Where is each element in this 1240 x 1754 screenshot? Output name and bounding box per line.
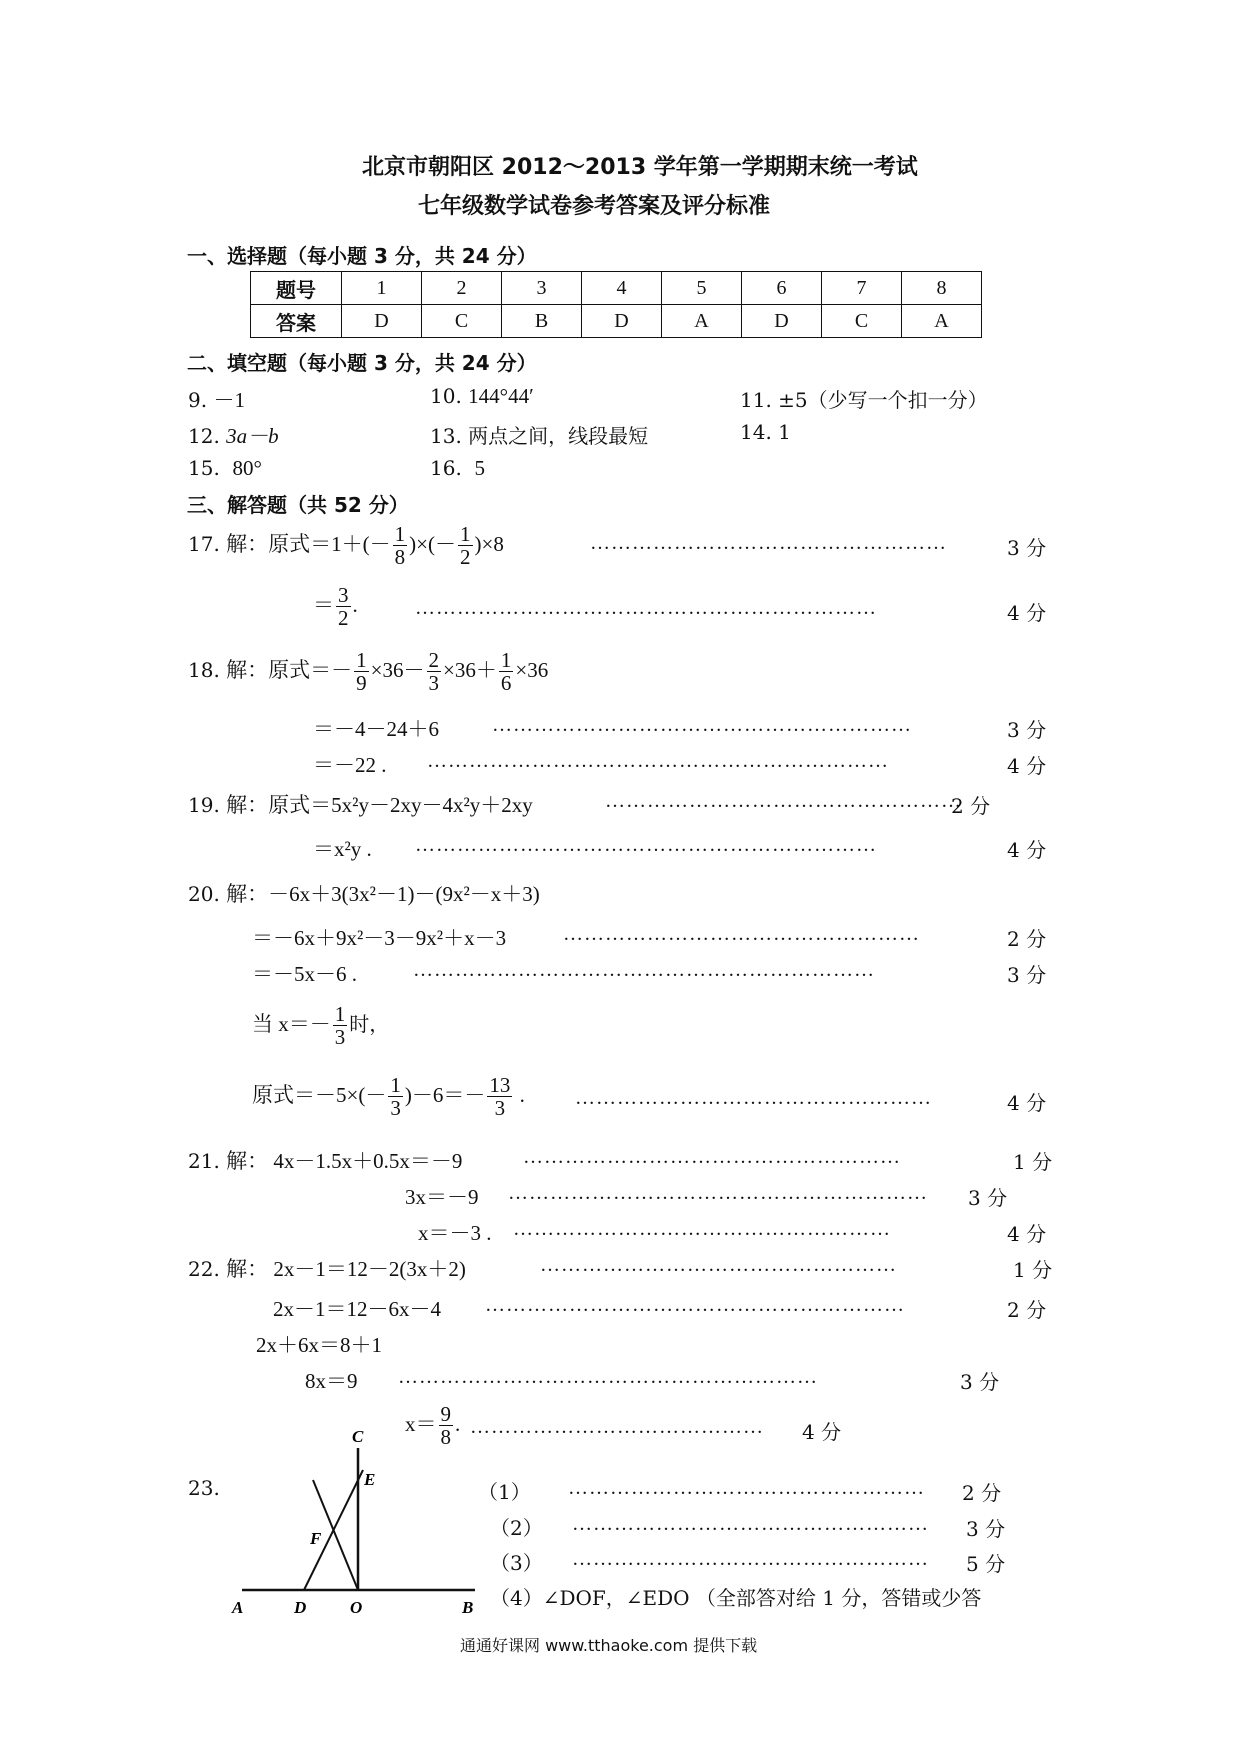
denominator: 2 — [460, 545, 471, 569]
score: 4 分 — [1007, 1091, 1047, 1115]
score: 4 分 — [1007, 601, 1047, 625]
fraction — [336, 584, 351, 629]
denominator: 3 — [428, 671, 440, 695]
dot-leader: ……………………………………………… — [513, 1218, 891, 1240]
denominator: 6 — [500, 671, 512, 695]
denominator: 3 — [494, 1096, 506, 1120]
dot-leader: ………………………………………………………… — [413, 959, 875, 981]
dot-leader: …………………………………………… — [605, 790, 962, 812]
table-cell: 5 — [662, 272, 742, 305]
item-label: （1） — [478, 1480, 531, 1504]
table-cell: 4 — [582, 272, 662, 305]
dot-leader: …………………………………………… — [590, 532, 947, 554]
q23-item — [478, 1476, 531, 1505]
q20-line3: ＝－5x－6 . — [252, 962, 357, 986]
dot-leader: …………………………………………… — [575, 1087, 932, 1109]
expr: 解：－6x＋3(3x²－1)－(9x²－x＋3) — [226, 882, 540, 906]
expr: 解：原式＝5x²y－2xy－4x²y＋2xy — [226, 793, 533, 817]
item-answer: ±5（少写一个扣一分） — [778, 388, 988, 412]
expr: x＝ — [405, 1412, 437, 1436]
dot-leader: …………………………………………………… — [508, 1182, 928, 1204]
expr: . — [455, 1412, 461, 1436]
fill-item — [740, 384, 988, 413]
numerator: 3 — [338, 582, 349, 607]
table-cell: A — [662, 305, 742, 338]
dot-leader: ………………………………………………………… — [427, 750, 889, 772]
label-a: A — [232, 1598, 244, 1615]
expr: 原式＝－5×(－ — [252, 1083, 387, 1107]
item-answer: 3a－b — [226, 424, 279, 448]
score: 3 分 — [1007, 963, 1047, 987]
expr: 解： 4x－1.5x＋0.5x＝－9 — [226, 1149, 463, 1173]
item-number: 11. — [740, 388, 772, 412]
expr: )－6＝－ — [404, 1083, 486, 1107]
score: 3 分 — [1007, 718, 1047, 742]
score: 1 分 — [1013, 1150, 1053, 1174]
expr: ＝ — [313, 593, 334, 617]
q20-line1 — [188, 878, 540, 908]
expr: . — [352, 593, 358, 617]
score: 2 分 — [951, 794, 991, 818]
numerator: 1 — [356, 647, 367, 672]
score: 3 分 — [968, 1186, 1008, 1210]
fraction — [393, 523, 408, 568]
dot-leader: …………………………………………… — [540, 1254, 897, 1276]
item-number: 10. — [430, 384, 462, 408]
q20-when — [252, 1002, 389, 1048]
expr: )×(－ — [409, 532, 457, 556]
fill-item — [188, 420, 279, 450]
numerator: 1 — [500, 647, 512, 672]
numerator: 1 — [390, 1072, 401, 1097]
item-answer: 5 — [474, 456, 486, 480]
dot-leader: …………………………………………… — [563, 923, 920, 945]
numerator: 9 — [440, 1401, 451, 1426]
footer-text: 通通好课网 www.tthaoke.com 提供下载 — [460, 1636, 758, 1655]
score: 3 分 — [960, 1370, 1000, 1394]
numerator: 13 — [489, 1072, 511, 1097]
expr: )×8 — [474, 532, 504, 556]
dot-leader: …………………………………………… — [572, 1548, 929, 1570]
item-answer: 1 — [778, 420, 791, 444]
table-cell: D — [342, 305, 422, 338]
question-number: 23. — [188, 1476, 220, 1500]
table-cell: 7 — [822, 272, 902, 305]
table-cell: C — [822, 305, 902, 338]
table-row — [251, 272, 982, 305]
denominator: 8 — [394, 545, 406, 569]
item-answer: 80° — [232, 456, 262, 480]
q18-line1 — [188, 648, 548, 694]
q22-line4: 8x＝9 — [305, 1369, 358, 1393]
fraction — [354, 649, 369, 694]
page-subtitle: 七年级数学试卷参考答案及评分标准 — [418, 194, 771, 219]
fill-item — [188, 384, 245, 414]
fill-item — [188, 456, 262, 481]
item-number: 9. — [188, 388, 208, 412]
q22-line3: 2x＋6x＝8＋1 — [256, 1333, 382, 1357]
q20-result — [252, 1073, 525, 1119]
q21-line1 — [188, 1145, 462, 1175]
fraction — [487, 1074, 512, 1119]
label-d: D — [294, 1598, 307, 1615]
q17-line2 — [313, 583, 358, 629]
score: 4 分 — [802, 1420, 842, 1444]
answer-table — [250, 271, 982, 338]
item-number: 16. — [430, 456, 462, 480]
item-answer: 两点之间，线段最短 — [468, 424, 649, 448]
dot-leader: …………………………………………… — [572, 1513, 929, 1535]
label-b: B — [462, 1598, 474, 1615]
expr: ×36 — [515, 658, 549, 682]
fraction — [499, 649, 514, 694]
q18-line3: ＝－22 . — [313, 753, 387, 777]
q21-line3: x＝－3 . — [418, 1221, 492, 1245]
question-number: 17. — [188, 532, 220, 556]
expr: 解：原式＝1＋(－ — [226, 532, 391, 556]
item-answer: 144°44′ — [468, 384, 534, 408]
label-o: O — [350, 1598, 363, 1615]
score: 4 分 — [1007, 754, 1047, 778]
score: 2 分 — [1007, 1298, 1047, 1322]
table-cell: 6 — [742, 272, 822, 305]
score: 4 分 — [1007, 1222, 1047, 1246]
item-number: 13. — [430, 424, 462, 448]
q19-line2: ＝x²y . — [313, 837, 372, 861]
item-number: 14. — [740, 420, 772, 444]
q23-item — [490, 1512, 543, 1541]
table-cell: 1 — [342, 272, 422, 305]
question-number: 22. — [188, 1257, 220, 1281]
fraction — [388, 1074, 403, 1119]
question-number: 19. — [188, 793, 220, 817]
expr: 解：原式＝－ — [226, 658, 353, 682]
item-answer: －1 — [213, 388, 245, 412]
q23-item4: （4）∠DOF，∠EDO （全部答对给 1 分，答错或少答 — [490, 1586, 982, 1610]
fill-item — [430, 420, 648, 449]
label-e: E — [364, 1470, 376, 1489]
expr: 当 x＝－ — [252, 1012, 331, 1036]
score: 1 分 — [1013, 1258, 1053, 1282]
score: 4 分 — [1007, 838, 1047, 862]
table-cell: 3 — [502, 272, 582, 305]
expr: 时， — [349, 1012, 390, 1036]
score: 5 分 — [966, 1552, 1006, 1576]
dot-leader: …………………………………………………… — [492, 714, 912, 736]
dot-leader: …………………………………………………… — [485, 1294, 905, 1316]
q22-line2: 2x－1＝12－6x－4 — [273, 1297, 441, 1321]
numerator: 2 — [428, 647, 440, 672]
expr: 解： 2x－1＝12－2(3x＋2) — [226, 1257, 466, 1281]
expr: ×36＋ — [443, 658, 497, 682]
q19-line1 — [188, 789, 533, 819]
section1-heading: 一、选择题（每小题 3 分，共 24 分） — [187, 244, 537, 268]
score: 2 分 — [1007, 927, 1047, 951]
dot-leader: ………………………………………………………… — [415, 834, 877, 856]
denominator: 2 — [338, 606, 349, 630]
label-f: F — [310, 1529, 322, 1548]
question-number: 21. — [188, 1149, 220, 1173]
table-cell: D — [582, 305, 662, 338]
fraction — [427, 649, 442, 694]
table-header-cell: 题号 — [251, 272, 342, 305]
table-cell: 8 — [902, 272, 982, 305]
table-cell: A — [902, 305, 982, 338]
q21-line2: 3x＝－9 — [405, 1185, 479, 1209]
dot-leader: …………………………………………… — [568, 1477, 925, 1499]
score: 3 分 — [1007, 536, 1047, 560]
item-number: 12. — [188, 424, 220, 448]
numerator: 1 — [460, 521, 471, 546]
expr: ×36－ — [370, 658, 425, 682]
item-label: （2） — [490, 1516, 543, 1540]
table-row — [251, 305, 982, 338]
table-cell: B — [502, 305, 582, 338]
fraction — [333, 1003, 348, 1048]
denominator: 8 — [440, 1425, 451, 1449]
denominator: 3 — [390, 1096, 401, 1120]
denominator: 9 — [356, 671, 367, 695]
fill-item — [740, 420, 791, 444]
table-header-cell: 答案 — [251, 305, 342, 338]
item-label: （3） — [490, 1551, 543, 1575]
label-c: C — [352, 1427, 364, 1446]
dot-leader: ………………………………………………………… — [415, 597, 877, 619]
section3-heading: 三、解答题（共 52 分） — [187, 493, 409, 517]
item-number: 15. — [188, 456, 220, 480]
q18-line2: ＝－4－24＋6 — [313, 717, 439, 741]
q23-item — [490, 1547, 543, 1576]
numerator: 1 — [334, 1001, 346, 1026]
table-cell: 2 — [422, 272, 502, 305]
table-cell: C — [422, 305, 502, 338]
fill-item — [430, 384, 534, 409]
dot-leader: …………………………………………………… — [398, 1366, 818, 1388]
dot-leader: ……………………………………………… — [523, 1146, 901, 1168]
geometry-figure — [230, 1420, 490, 1615]
question-number: 18. — [188, 658, 220, 682]
score: 2 分 — [962, 1481, 1002, 1505]
question-number: 20. — [188, 882, 220, 906]
denominator: 3 — [334, 1025, 346, 1049]
q22-line1 — [188, 1253, 466, 1283]
fraction — [458, 523, 473, 568]
q17-line1 — [188, 522, 504, 568]
table-cell: D — [742, 305, 822, 338]
numerator: 1 — [394, 521, 406, 546]
q20-line2: ＝－6x＋9x²－3－9x²＋x－3 — [252, 926, 507, 950]
score: 3 分 — [966, 1517, 1006, 1541]
fill-item — [430, 456, 485, 481]
page-title: 北京市朝阳区 2012～2013 学年第一学期期末统一考试 — [362, 155, 918, 180]
expr: . — [514, 1083, 525, 1107]
section2-heading: 二、填空题（每小题 3 分，共 24 分） — [187, 351, 537, 375]
dot-leader: …………………………………… — [470, 1416, 764, 1438]
